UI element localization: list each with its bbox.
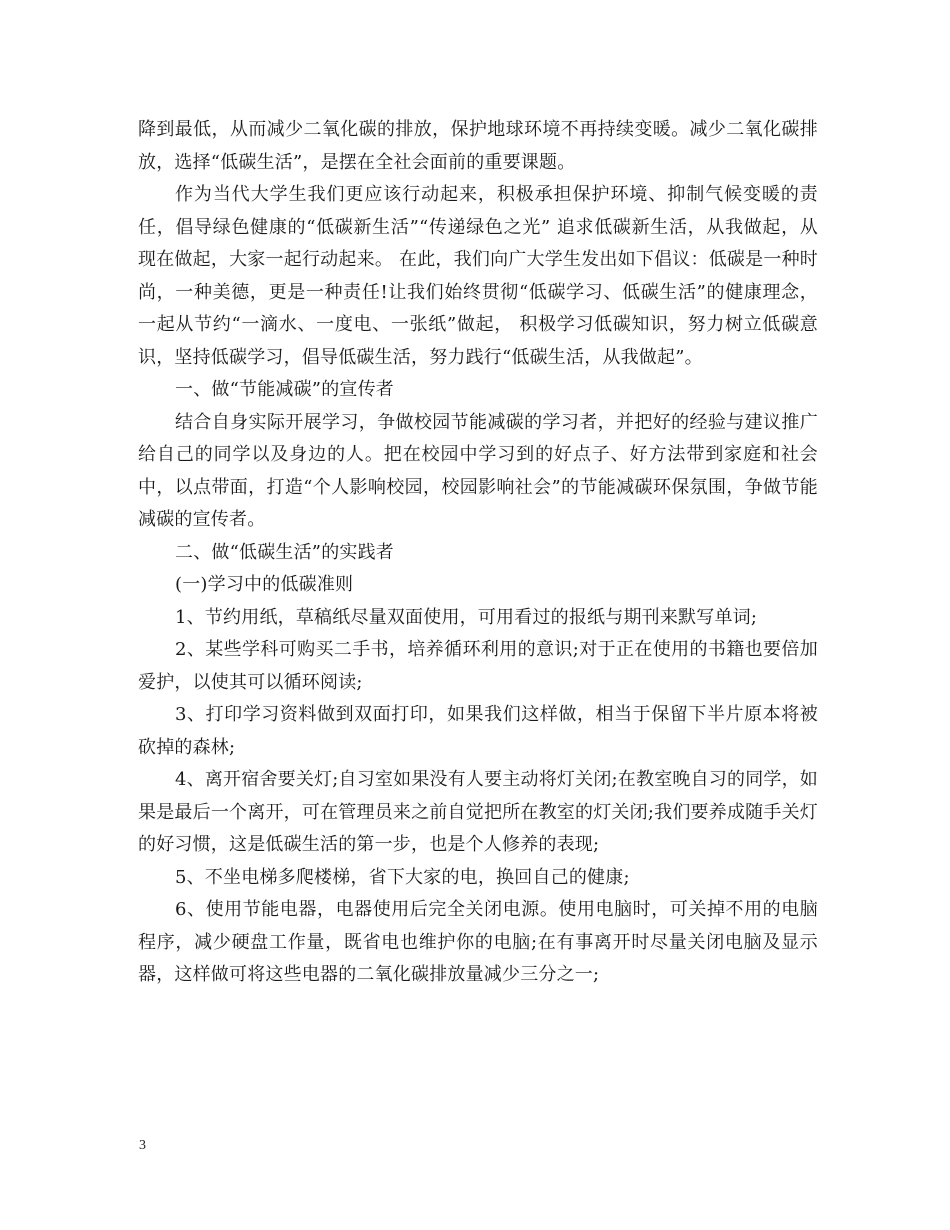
list-item-1: 1、节约用纸，草稿纸尽量双面使用，可用看过的报纸与期刊来默写单词; [175,606,758,628]
paragraph-section-1: 结合自身实际开展学习，争做校园节能减碳的学习者，并把好的经验与建议推广给自己的同学以及身边的人。把在校园中学习到的好点子、好方法带到家庭和社会中，以点带面，打造“个人影响校园，校园影响社会”的节能减碳环保氛围，争做节能减碳的宣传者。 [138,411,818,530]
list-item-2: 2、某些学科可购买二手书，培养循环利用的意识;对于正在使用的书籍也要倍加爱护，以使其可以循环阅读; [138,639,818,693]
document-body [138,114,818,992]
list-item-6: 6、使用节能电器，电器使用后完全关闭电源。使用电脑时，可关掉不用的电脑程序，减少硬盘工作量，既省电也维护你的电脑;在有事离开时尽量关闭电脑及显示器，这样做可将这些电器的二氧化碳排放量减少三分之一; [138,899,818,985]
list-item-3: 3、打印学习资料做到双面打印，如果我们这样做，相当于保留下半片原本将被砍掉的森林; [138,704,818,758]
section-heading-2: 二、做“低碳生活”的实践者 [175,541,395,563]
list-item-4: 4、离开宿舍要关灯;自习室如果没有人要主动将灯关闭;在教室晚自习的同学，如果是最后一个离开，可在管理员来之前自觉把所在教室的灯关闭;我们要养成随手关灯的好习惯，这是低碳生活的第一步，也是个人修养的表现; [138,769,818,855]
page-number: 3 [139,1138,146,1153]
section-heading-1: 一、做“节能减碳”的宣传者 [175,379,395,400]
list-item-5: 5、不坐电梯多爬楼梯，省下大家的电，换回自己的健康; [175,866,630,888]
subsection-heading: (一)学习中的低碳准则 [175,574,354,595]
paragraph-continuation: 降到最低，从而减少二氧化碳的排放，保护地球环境不再持续变暖。减少二氧化碳排放，选择“低碳生活”，是摆在全社会面前的重要课题。 [138,119,818,173]
paragraph-call-to-action: 作为当代大学生我们更应该行动起来，积极承担保护环境、抑制气候变暖的责任，倡导绿色健康的“低碳新生活”“传递绿色之光” 追求低碳新生活，从我做起，从现在做起，大家一起行动起来。 在此，我们向广大学生发出如下倡议：低碳是一种时尚，一种美德，更是一种责任!让我们始终贯彻“低碳学习、低碳生活”的健康理念，一起从节约“一滴水、一度电、一张纸”做起， 积极学习低碳知识，努力树立低碳意识，坚持低碳学习，倡导低碳生活，努力践行“低碳生活，从我做起”。 [138,184,818,368]
